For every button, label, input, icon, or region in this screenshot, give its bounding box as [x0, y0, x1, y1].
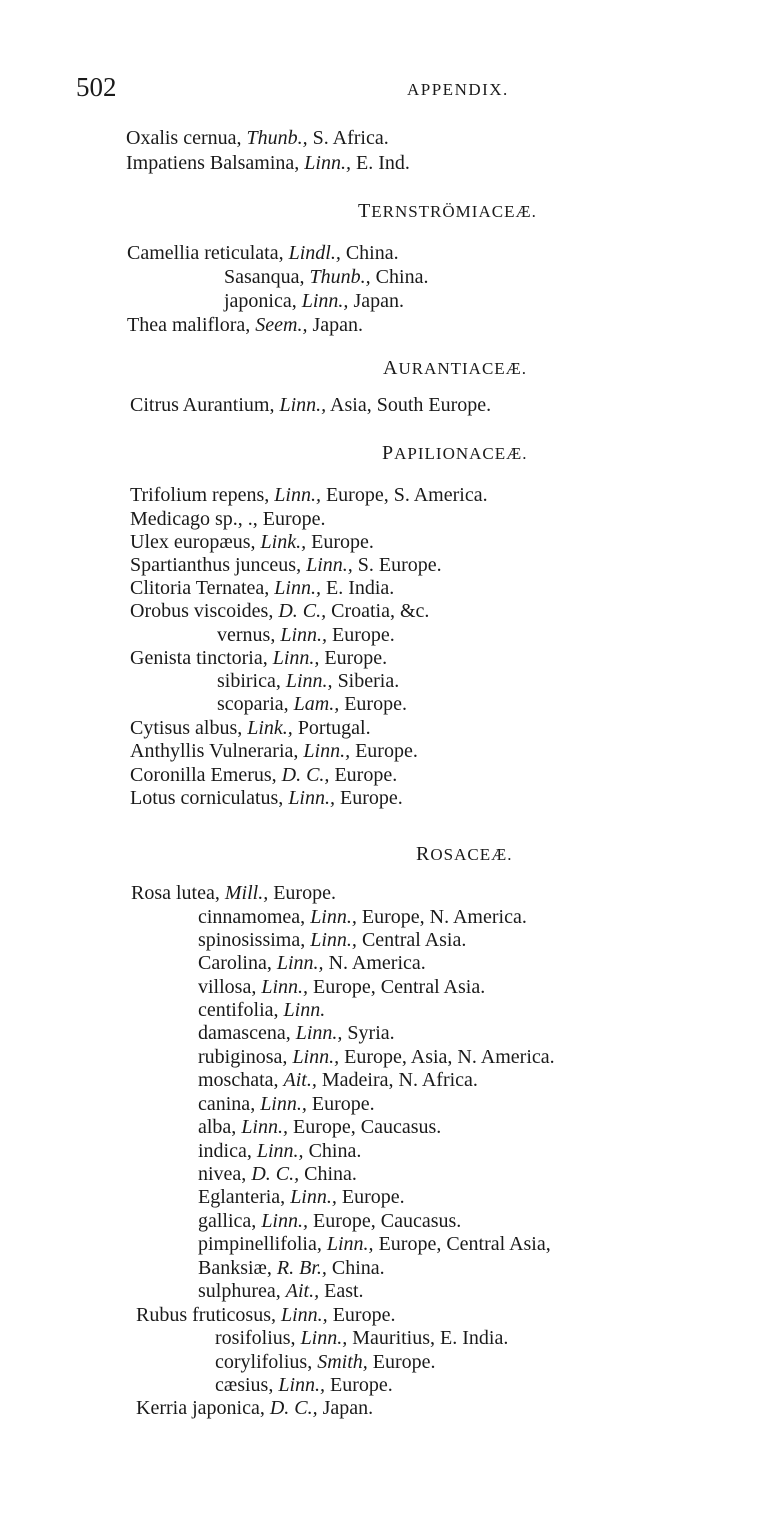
- authority: Linn.,: [295, 1022, 343, 1044]
- authority: Linn.,: [292, 1046, 340, 1068]
- region: Asia, South Europe.: [330, 394, 492, 416]
- region: China.: [345, 242, 399, 264]
- authority: Linn.,: [301, 290, 349, 312]
- species-entry: [130, 739, 418, 763]
- species-entry: [198, 975, 485, 999]
- region: China.: [304, 1163, 357, 1185]
- region: Siberia.: [337, 670, 400, 692]
- species-entry: [130, 763, 397, 787]
- authority: Mill.,: [224, 882, 269, 904]
- species-name: Camellia reticulata,: [127, 242, 284, 264]
- authority: Linn.,: [241, 1116, 288, 1138]
- species-name: Lotus corniculatus,: [130, 787, 284, 809]
- species-entry: [198, 1092, 375, 1116]
- page-number: 502: [76, 72, 117, 102]
- species-name: sibirica,: [217, 670, 281, 692]
- region: Europe, Central Asia.: [313, 976, 486, 998]
- species-name: canina,: [198, 1093, 256, 1115]
- authority: Lindl.,: [288, 242, 341, 264]
- species-name: Citrus Aurantium,: [130, 394, 275, 416]
- authority: Linn.,: [290, 1186, 337, 1208]
- species-entry: [215, 1373, 393, 1397]
- authority: Linn.,: [306, 554, 353, 576]
- species-entry: [130, 599, 429, 623]
- species-name: Spartianthus junceus,: [130, 554, 302, 576]
- authority: Linn.,: [300, 1327, 348, 1349]
- species-name: Thea maliflora,: [127, 314, 251, 336]
- species-entry: [198, 1232, 551, 1256]
- species-entry: [130, 646, 387, 670]
- region: Europe.: [324, 647, 388, 669]
- species-name: pimpinellifolia,: [198, 1233, 322, 1255]
- species-entry: [136, 1396, 373, 1420]
- authority: Thunb.,: [246, 127, 308, 149]
- region: Europe.: [311, 1093, 375, 1115]
- species-entry: [130, 530, 374, 554]
- region: Europe.: [341, 1186, 405, 1208]
- species-entry: [126, 126, 389, 150]
- species-name: spinosissima,: [198, 929, 306, 951]
- family-heading: TERNSTRÖMIACEÆ.: [358, 200, 537, 222]
- family-heading: PAPILIONACEÆ.: [382, 442, 528, 464]
- species-name: Kerria japonica,: [136, 1397, 265, 1419]
- region: ., Europe.: [247, 508, 326, 530]
- region: Europe, Caucasus.: [293, 1116, 442, 1138]
- species-entry: [127, 241, 399, 265]
- species-name: Clitoria Ternatea,: [130, 577, 270, 599]
- region: Europe.: [372, 1351, 436, 1373]
- authority: Link.,: [260, 531, 307, 553]
- species-entry: [198, 1068, 478, 1092]
- species-entry: [198, 1162, 357, 1186]
- region: Mauritius, E. India.: [352, 1327, 509, 1349]
- authority: Linn.,: [285, 670, 333, 692]
- region: Europe, N. America.: [361, 906, 527, 928]
- region: Japan.: [312, 314, 364, 336]
- species-name: centifolia,: [198, 999, 279, 1021]
- species-name: scoparia,: [217, 693, 289, 715]
- authority: Linn.,: [303, 740, 351, 762]
- authority: Linn.,: [326, 1233, 374, 1255]
- authority: Lam.,: [293, 693, 340, 715]
- species-entry: [198, 1021, 395, 1045]
- region: E. India.: [325, 577, 395, 599]
- species-name: rubiginosa,: [198, 1046, 288, 1068]
- species-name: Eglanteria,: [198, 1186, 286, 1208]
- region: Europe.: [340, 787, 403, 809]
- region: S. Africa.: [312, 127, 389, 149]
- species-entry: [198, 928, 466, 952]
- authority: Linn.,: [274, 577, 321, 599]
- species-name: japonica,: [224, 290, 297, 312]
- species-entry: [130, 716, 371, 740]
- species-name: Rosa lutea,: [131, 882, 220, 904]
- species-entry: [136, 1303, 395, 1327]
- authority: Linn.,: [260, 1093, 307, 1115]
- species-name: Coronilla Emerus,: [130, 764, 277, 786]
- authority: Linn.,: [256, 1140, 304, 1162]
- species-name: Orobus viscoides,: [130, 600, 274, 622]
- species-entry: [215, 1326, 508, 1350]
- region: Croatia, &c.: [331, 600, 430, 622]
- species-entry: [217, 692, 407, 716]
- species-name: cinnamomea,: [198, 906, 306, 928]
- species-name: Oxalis cernua,: [126, 127, 242, 149]
- region: Europe, Asia, N. America.: [344, 1046, 555, 1068]
- species-name: Cytisus albus,: [130, 717, 243, 739]
- species-entry: [198, 1209, 461, 1233]
- species-name: gallica,: [198, 1210, 257, 1232]
- authority: Linn.,: [272, 647, 320, 669]
- authority: Thunb.,: [309, 266, 371, 288]
- species-entry: [215, 1350, 436, 1374]
- running-head: APPENDIX.: [407, 80, 509, 99]
- species-name: rosifolius,: [215, 1327, 296, 1349]
- authority: Smith,: [317, 1351, 368, 1373]
- region: Japan.: [322, 1397, 374, 1419]
- authority: Linn.,: [281, 1304, 328, 1326]
- species-name: Trifolium repens,: [130, 484, 270, 506]
- species-entry: [198, 1045, 555, 1069]
- authority: Linn.,: [261, 976, 309, 998]
- authority: D. C.,: [251, 1163, 300, 1185]
- species-name: sulphurea,: [198, 1280, 281, 1302]
- region: Europe.: [273, 882, 336, 904]
- region: Europe, S. America.: [325, 484, 488, 506]
- species-name: Banksiæ,: [198, 1257, 272, 1279]
- species-entry: [130, 576, 394, 600]
- authority: D. C.,: [278, 600, 327, 622]
- authority: Linn.,: [274, 484, 321, 506]
- species-entry: [224, 289, 404, 313]
- species-name: moschata,: [198, 1069, 279, 1091]
- species-entry: [198, 998, 325, 1022]
- species-name: Medicago sp.,: [130, 508, 243, 530]
- region: Madeira, N. Africa.: [321, 1069, 478, 1091]
- authority: Link.,: [247, 717, 293, 739]
- region: Europe.: [334, 764, 398, 786]
- species-entry: [198, 951, 426, 975]
- region: Europe.: [344, 693, 407, 715]
- region: S. Europe.: [357, 554, 442, 576]
- family-heading: AURANTIACEÆ.: [383, 357, 528, 379]
- species-entry: [198, 1279, 364, 1303]
- species-name: alba,: [198, 1116, 237, 1138]
- authority: Linn.,: [261, 1210, 308, 1232]
- region: Portugal.: [297, 717, 371, 739]
- authority: Linn.,: [310, 929, 357, 951]
- region: China.: [331, 1257, 385, 1279]
- authority: Ait.,: [285, 1280, 320, 1302]
- authority: Seem.,: [255, 314, 308, 336]
- region: Europe.: [330, 1374, 393, 1396]
- species-entry: [198, 1185, 405, 1209]
- species-entry: [198, 1256, 385, 1280]
- species-name: Sasanqua,: [224, 266, 305, 288]
- region: N. America.: [328, 952, 426, 974]
- species-name: Impatiens Balsamina,: [126, 152, 300, 174]
- species-name: Ulex europæus,: [130, 531, 256, 553]
- authority: Linn.,: [276, 952, 324, 974]
- authority: Linn.,: [310, 906, 357, 928]
- species-entry: [198, 1115, 441, 1139]
- authority: Linn.,: [304, 152, 351, 174]
- authority: Ait.,: [283, 1069, 317, 1091]
- region: Japan.: [353, 290, 404, 312]
- authority: D. C.,: [269, 1397, 318, 1419]
- species-entry: [217, 669, 399, 693]
- species-name: corylifolius,: [215, 1351, 313, 1373]
- species-name: Rubus fruticosus,: [136, 1304, 276, 1326]
- region: Europe, Central Asia,: [378, 1233, 551, 1255]
- species-entry: [130, 507, 326, 531]
- species-entry: [198, 1139, 361, 1163]
- region: Europe.: [355, 740, 418, 762]
- authority: Linn.,: [280, 624, 328, 646]
- species-name: Anthyllis Vulneraria,: [130, 740, 299, 762]
- authority: Linn.,: [288, 787, 335, 809]
- species-entry: [127, 313, 363, 337]
- authority: R. Br.,: [276, 1257, 327, 1279]
- region: Europe.: [332, 1304, 396, 1326]
- species-entry: [130, 393, 491, 417]
- species-entry: [131, 881, 336, 905]
- species-entry: [126, 151, 410, 175]
- region: Europe, Caucasus.: [313, 1210, 462, 1232]
- species-entry: [198, 905, 527, 929]
- species-name: villosa,: [198, 976, 257, 998]
- species-name: damascena,: [198, 1022, 291, 1044]
- authority: Linn.,: [278, 1374, 326, 1396]
- region: E. Ind.: [355, 152, 410, 174]
- authority: Linn.: [283, 999, 326, 1021]
- species-entry: [217, 623, 395, 647]
- species-entry: [130, 553, 442, 577]
- region: East.: [324, 1280, 364, 1302]
- species-entry: [224, 265, 428, 289]
- region: Syria.: [347, 1022, 395, 1044]
- species-entry: [130, 483, 488, 507]
- species-name: cæsius,: [215, 1374, 274, 1396]
- region: Europe.: [311, 531, 374, 553]
- species-name: Genista tinctoria,: [130, 647, 268, 669]
- species-name: nivea,: [198, 1163, 247, 1185]
- species-name: Carolina,: [198, 952, 272, 974]
- region: China.: [308, 1140, 362, 1162]
- authority: D. C.,: [281, 764, 330, 786]
- region: Europe.: [332, 624, 395, 646]
- region: Central Asia.: [361, 929, 467, 951]
- authority: Linn.,: [279, 394, 327, 416]
- family-heading: ROSACEÆ.: [416, 843, 513, 865]
- species-name: vernus,: [217, 624, 276, 646]
- species-name: indica,: [198, 1140, 252, 1162]
- region: China.: [375, 266, 429, 288]
- species-entry: [130, 786, 403, 810]
